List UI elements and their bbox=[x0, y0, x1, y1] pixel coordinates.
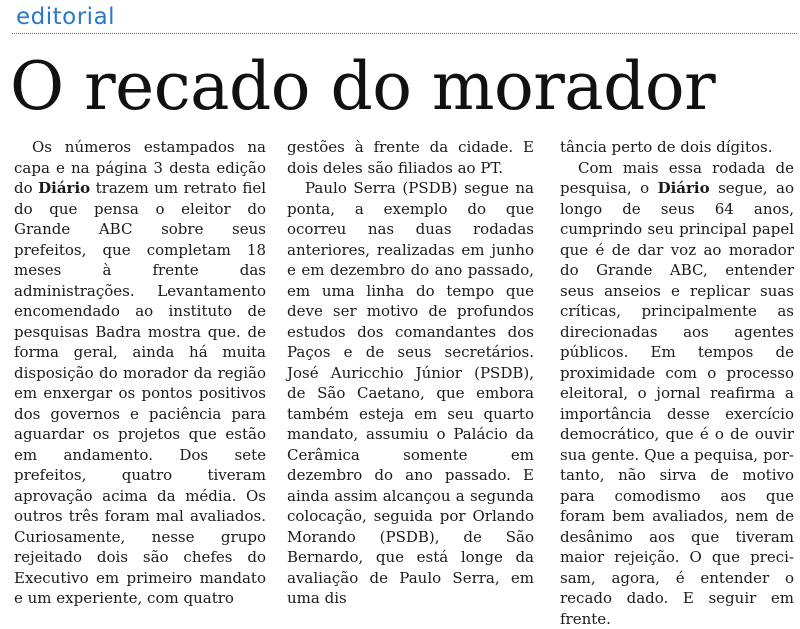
paragraph-text: gestões à frente da cidade. E dois deles são filiados ao PT. bbox=[287, 138, 534, 177]
paragraph-text: Os números estampados na capa e na página 3 desta edição do bbox=[14, 138, 266, 197]
paragraph-text: Com mais essa rodada de pesquisa, o bbox=[560, 159, 794, 198]
paragraph-text: trazem um retrato fiel do que pensa o eleitor do Grande ABC sobre seus prefeitos, que completam 18 meses à frente das administrações. Levantamento encomendado ao instituto de pesquisas Badra mostra que. de forma geral, ainda há muita disposição do morador da região em enxergar os pontos positivos dos governos e paciência para aguardar os projetos que estão em andamento. Dos sete prefeitos, quatro tiveram aprovação acima da média. Os outros três foram mal avaliados. Curiosamente, nesse grupo rejeitado dois são chefes do Executivo em primeiro mandato e um experiente, com quatro bbox=[14, 179, 266, 607]
article-paragraph bbox=[560, 158, 794, 629]
newspaper-name: Diário bbox=[38, 179, 90, 197]
paragraph-text: tância perto de dois dígitos. bbox=[560, 138, 772, 156]
section-divider bbox=[12, 33, 797, 34]
paragraph-text: Paulo Serra (PSDB) segue na ponta, a exemplo do que ocorreu nas duas rodadas anteriores, realizadas em junho e em dezembro do ano passado, em uma linha do tempo que deve ser motivo de profundos estudos dos comandantes dos Paços e de seus secretários. José Auricchio Júnior (PSDB), de São Caetano, que embora também esteja em seu quarto mandato, assumiu o Palácio da Cerâmica somente em dezembro do ano passado. E ainda assim alcançou a segunda colocação, seguida por Orlando Morando (PSDB), de São Bernardo, que está longe da avaliação de Paulo Serra, em uma dis bbox=[287, 179, 534, 607]
paragraph-text: segue, ao longo de seus 64 anos, cumprindo seu principal papel que é de dar voz ao morador do Grande ABC, entender seus anseios e replicar suas críticas, principalmente as direcionadas aos agentes públicos. Em tempos de proximidade com o processo eleitoral, o jornal reafirma a importância desse exercício democrático, que é o de ouvir sua gente. Que a pequisa, portanto, não sirva de motivo para comodismo aos que foram bem avaliados, nem de desânimo aos que tiveram maior rejeição. O que precisam, agora, é entender o recado dado. E seguir em frente. bbox=[560, 179, 794, 628]
article-paragraph bbox=[560, 137, 794, 158]
article-paragraph bbox=[14, 137, 266, 609]
section-label: editorial bbox=[16, 4, 115, 30]
headline: O recado do morador bbox=[10, 47, 800, 127]
article-paragraph bbox=[287, 137, 534, 178]
article-column-1 bbox=[14, 137, 266, 501]
newspaper-name: Diário bbox=[658, 179, 710, 197]
article-paragraph bbox=[287, 178, 534, 609]
article-column-2 bbox=[287, 137, 534, 501]
article-column-3 bbox=[560, 137, 794, 501]
